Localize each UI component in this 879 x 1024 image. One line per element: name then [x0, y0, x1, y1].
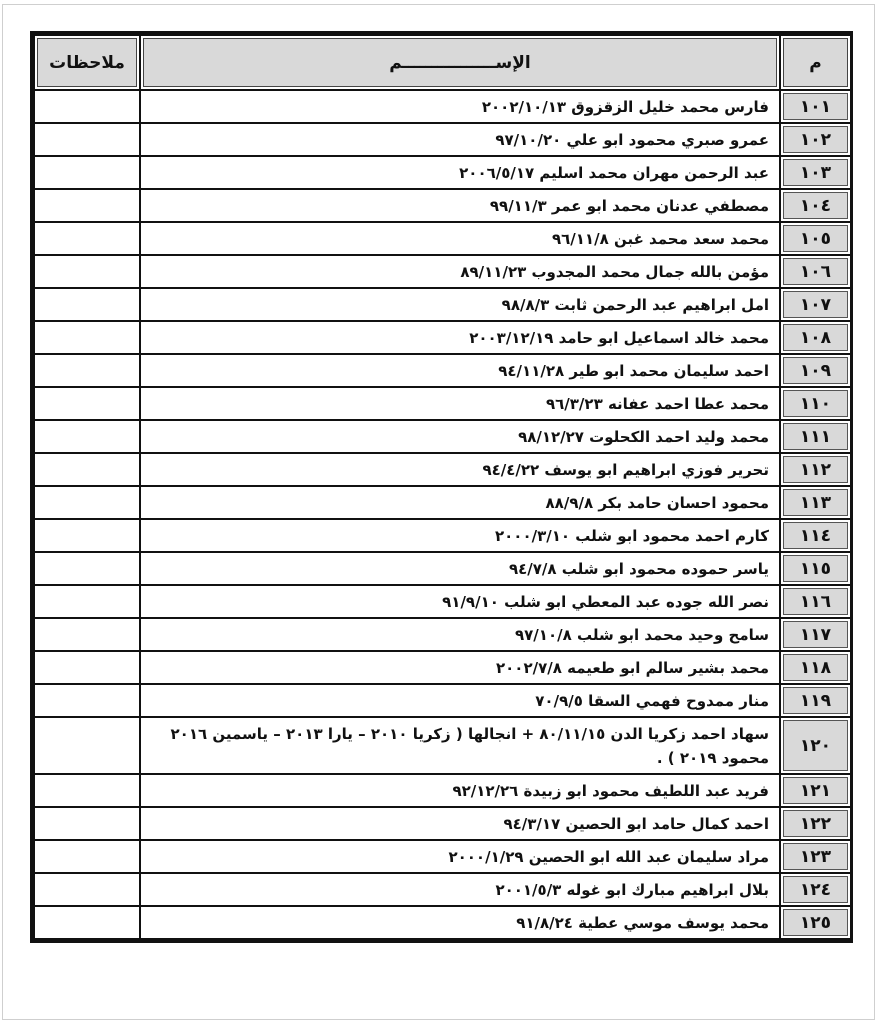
row-name: سامح وحيد محمد ابو شلب ٩٧/١٠/٨: [140, 618, 780, 651]
table-row: [34, 774, 851, 807]
row-name: بلال ابراهيم مبارك ابو غوله ٢٠٠١/٥/٣: [140, 873, 780, 906]
table-row: [34, 387, 851, 420]
table-row: [34, 156, 851, 189]
row-number: ١١٣: [780, 486, 851, 519]
table-row: [34, 873, 851, 906]
row-number: ١٠٧: [780, 288, 851, 321]
row-name: عمرو صبري محمود ابو علي ٩٧/١٠/٢٠: [140, 123, 780, 156]
row-notes: [34, 651, 140, 684]
names-table-container: [30, 31, 853, 943]
row-notes: [34, 90, 140, 123]
row-name: احمد سليمان محمد ابو طير ٩٤/١١/٢٨: [140, 354, 780, 387]
row-name: احمد كمال حامد ابو الحصين ٩٤/٣/١٧: [140, 807, 780, 840]
table-body: [34, 90, 851, 939]
row-number: ١١٨: [780, 651, 851, 684]
header-number: م: [780, 35, 851, 90]
row-notes: [34, 321, 140, 354]
row-number: ١٠٦: [780, 255, 851, 288]
header-name: الإســــــــــــــــم: [140, 35, 780, 90]
table-row: [34, 651, 851, 684]
row-name: سهاد احمد زكريا الدن ٨٠/١١/١٥ + انجالها ( زكريا ٢٠١٠ – يارا ٢٠١٣ – ياسمين ٢٠١٦ محمود ٢٠١٩ ) .: [140, 717, 780, 774]
table-row: [34, 807, 851, 840]
row-name: محمد بشير سالم ابو طعيمه ٢٠٠٢/٧/٨: [140, 651, 780, 684]
row-notes: [34, 618, 140, 651]
header-notes: ملاحظات: [34, 35, 140, 90]
row-number: ١٢٢: [780, 807, 851, 840]
table-row: [34, 321, 851, 354]
row-name: تحرير فوزي ابراهيم ابو يوسف ٩٤/٤/٢٢: [140, 453, 780, 486]
table-row: [34, 255, 851, 288]
row-notes: [34, 906, 140, 939]
row-notes: [34, 354, 140, 387]
table-row: [34, 354, 851, 387]
table-row: [34, 840, 851, 873]
table-row: [34, 552, 851, 585]
row-notes: [34, 387, 140, 420]
row-name: محمود احسان حامد بكر ٨٨/٩/٨: [140, 486, 780, 519]
row-number: ١١٢: [780, 453, 851, 486]
row-name: عبد الرحمن مهران محمد اسليم ٢٠٠٦/٥/١٧: [140, 156, 780, 189]
row-notes: [34, 420, 140, 453]
row-name: محمد يوسف موسي عطية ٩١/٨/٢٤: [140, 906, 780, 939]
table-row: [34, 90, 851, 123]
row-notes: [34, 840, 140, 873]
row-number: ١٠٨: [780, 321, 851, 354]
table-row: [34, 222, 851, 255]
row-notes: [34, 552, 140, 585]
row-number: ١٠٢: [780, 123, 851, 156]
row-name: منار ممدوح فهمي السقا ٧٠/٩/٥: [140, 684, 780, 717]
row-notes: [34, 717, 140, 774]
row-number: ١٠٩: [780, 354, 851, 387]
row-name: مصطفي عدنان محمد ابو عمر ٩٩/١١/٣: [140, 189, 780, 222]
row-number: ١٢٤: [780, 873, 851, 906]
table-row: [34, 618, 851, 651]
row-number: ١١٧: [780, 618, 851, 651]
row-number: ١١٤: [780, 519, 851, 552]
row-notes: [34, 486, 140, 519]
table-row: [34, 486, 851, 519]
row-number: ١٠١: [780, 90, 851, 123]
table-row: [34, 453, 851, 486]
row-notes: [34, 774, 140, 807]
row-name: مراد سليمان عبد الله ابو الحصين ٢٠٠٠/١/٢٩: [140, 840, 780, 873]
row-name: مؤمن بالله جمال محمد المجدوب ٨٩/١١/٢٣: [140, 255, 780, 288]
table-header-row: [34, 35, 851, 90]
row-name: ياسر حموده محمود ابو شلب ٩٤/٧/٨: [140, 552, 780, 585]
row-number: ١١٦: [780, 585, 851, 618]
row-notes: [34, 222, 140, 255]
row-name: فريد عبد اللطيف محمود ابو زبيدة ٩٢/١٢/٢٦: [140, 774, 780, 807]
row-notes: [34, 189, 140, 222]
table-row: [34, 684, 851, 717]
row-notes: [34, 156, 140, 189]
row-number: ١٢١: [780, 774, 851, 807]
table-row: [34, 717, 851, 774]
row-number: ١١١: [780, 420, 851, 453]
row-number: ١٢٣: [780, 840, 851, 873]
row-name: امل ابراهيم عبد الرحمن ثابت ٩٨/٨/٣: [140, 288, 780, 321]
table-row: [34, 585, 851, 618]
row-notes: [34, 684, 140, 717]
row-notes: [34, 519, 140, 552]
row-number: ١١٩: [780, 684, 851, 717]
row-name: فارس محمد خليل الزقزوق ٢٠٠٢/١٠/١٣: [140, 90, 780, 123]
row-notes: [34, 255, 140, 288]
table-row: [34, 519, 851, 552]
row-name: محمد عطا احمد عفانه ٩٦/٣/٢٣: [140, 387, 780, 420]
row-number: ١٠٥: [780, 222, 851, 255]
row-number: ١١٠: [780, 387, 851, 420]
row-name: كارم احمد محمود ابو شلب ٢٠٠٠/٣/١٠: [140, 519, 780, 552]
row-number: ١١٥: [780, 552, 851, 585]
table-row: [34, 123, 851, 156]
row-name: محمد خالد اسماعيل ابو حامد ٢٠٠٣/١٢/١٩: [140, 321, 780, 354]
row-name: نصر الله جوده عبد المعطي ابو شلب ٩١/٩/١٠: [140, 585, 780, 618]
row-notes: [34, 807, 140, 840]
table-row: [34, 189, 851, 222]
row-name: محمد سعد محمد غبن ٩٦/١١/٨: [140, 222, 780, 255]
row-notes: [34, 288, 140, 321]
row-name: محمد وليد احمد الكحلوت ٩٨/١٢/٢٧: [140, 420, 780, 453]
row-notes: [34, 453, 140, 486]
row-number: ١٠٣: [780, 156, 851, 189]
names-table: [33, 34, 852, 940]
row-number: ١٠٤: [780, 189, 851, 222]
row-number: ١٢٠: [780, 717, 851, 774]
row-notes: [34, 873, 140, 906]
table-row: [34, 420, 851, 453]
table-row: [34, 906, 851, 939]
row-number: ١٢٥: [780, 906, 851, 939]
table-row: [34, 288, 851, 321]
row-notes: [34, 585, 140, 618]
row-notes: [34, 123, 140, 156]
